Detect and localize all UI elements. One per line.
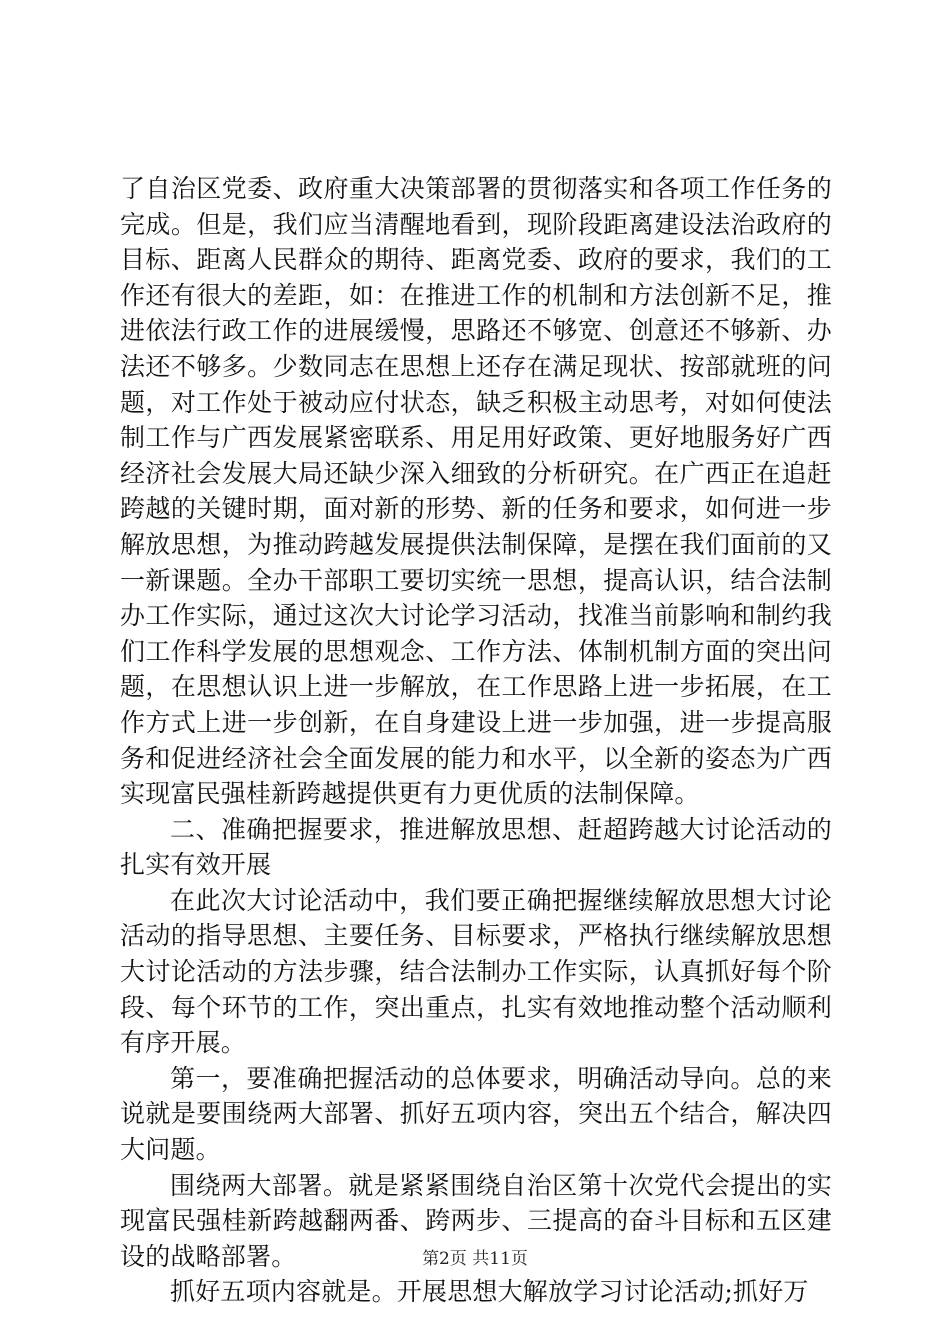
- paragraph: 抓好五项内容就是。开展思想大解放学习讨论活动;抓好万: [170, 1277, 809, 1307]
- paragraph: 第一，要准确把握活动的总体要求，明确活动导向。总的来说就是要围绕两大部署、抓好五项内容，突出五个结合，解决四大问题。: [120, 1063, 832, 1165]
- paragraph: 在此次大讨论活动中，我们要正确把握继续解放思想大讨论活动的指导思想、主要任务、目标要求，严格执行继续解放思想大讨论活动的方法步骤，结合法制办工作实际，认真抓好每个阶段、每个环节的工作，突出重点，扎实有效地推动整个活动顺利有序开展。: [120, 885, 832, 1058]
- paragraph: 围绕两大部署。就是紧紧围绕自治区第十次党代会提出的实现富民强桂新跨越翻两番、跨两步、三提高的奋斗目标和五区建设的战略部署。: [120, 1170, 832, 1271]
- document-body: [120, 171, 832, 1310]
- paragraph-continuation: 了自治区党委、政府重大决策部署的贯彻落实和各项工作任务的完成。但是，我们应当清醒地看到，现阶段距离建设法治政府的目标、距离人民群众的期待、距离党委、政府的要求，我们的工作还有很大的差距，如：在推进工作的机制和方法创新不足，推进依法行政工作的进展缓慢，思路还不够宽、创意还不够新、办法还不够多。少数同志在思想上还存在满足现状、按部就班的问题，对工作处于被动应付状态，缺乏积极主动思考，对如何使法制工作与广西发展紧密联系、用足用好政策、更好地服务好广西经济社会发展大局还缺少深入细致的分析研究。在广西正在追赶跨越的关键时期，面对新的形势、新的任务和要求，如何进一步解放思想，为推动跨越发展提供法制保障，是摆在我们面前的又一新课题。全办干部职工要切实统一思想，提高认识，结合法制办工作实际，通过这次大讨论学习活动，找准当前影响和制约我们工作科学发展的思想观念、工作方法、体制机制方面的突出问题，在思想认识上进一步解放，在工作思路上进一步拓展，在工作方式上进一步创新，在自身建设上进一步加强，进一步提高服务和促进经济社会全面发展的能力和水平，以全新的姿态为广西实现富民强桂新跨越提供更有力更优质的法制保障。: [120, 174, 832, 809]
- page-number-footer: 第2页 共11页: [422, 1249, 528, 1269]
- section-heading: 二、准确把握要求，推进解放思想、赶超跨越大讨论活动的扎实有效开展: [120, 814, 832, 880]
